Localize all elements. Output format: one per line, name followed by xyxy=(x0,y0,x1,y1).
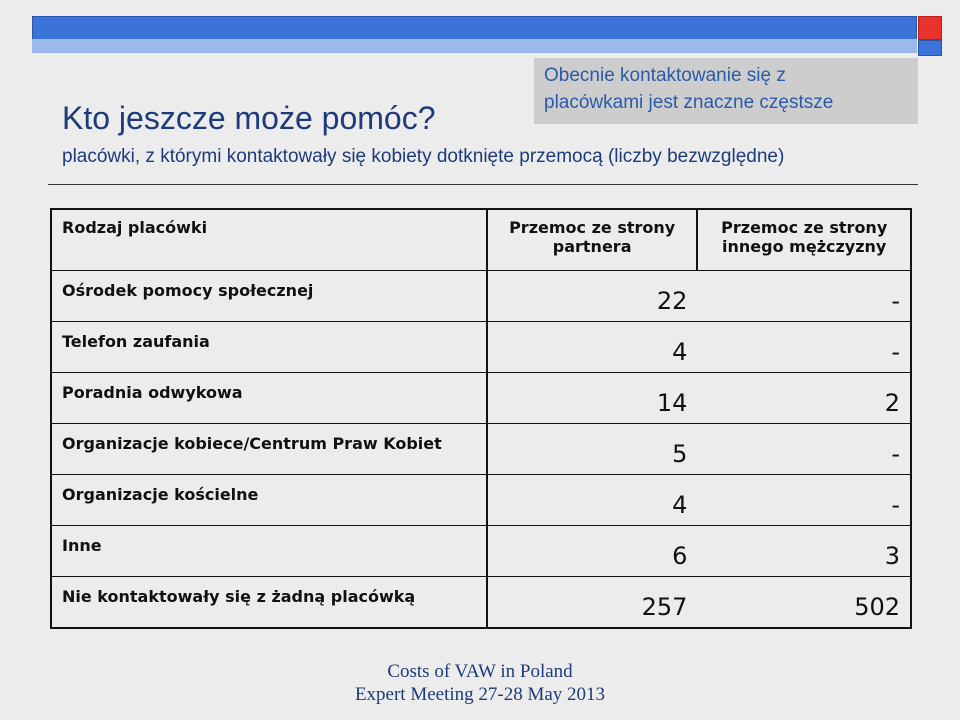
row-partner-value: 4 xyxy=(487,475,698,526)
header-partner-line2: partnera xyxy=(552,237,632,256)
row-label: Organizacje kościelne xyxy=(51,475,487,526)
slide-subtitle: placówki, z którymi kontaktowały się kobiety dotknięte przemocą (liczby bezwzględne) xyxy=(62,146,785,167)
callout-line-2: placówkami jest znaczne częstsze xyxy=(544,92,834,113)
row-partner-value: 257 xyxy=(487,577,698,628)
row-partner-value: 4 xyxy=(487,322,698,373)
row-other-value: - xyxy=(697,271,911,322)
row-label: Ośrodek pomocy społecznej xyxy=(51,271,487,322)
header-facility-type: Rodzaj placówki xyxy=(51,209,487,271)
row-label: Poradnia odwykowa xyxy=(51,373,487,424)
header-bar xyxy=(32,16,917,40)
blue-square-decoration xyxy=(918,40,942,56)
row-label: Telefon zaufania xyxy=(51,322,487,373)
table-row xyxy=(51,475,911,526)
header-partner-line1: Przemoc ze strony xyxy=(509,218,676,237)
table-row xyxy=(51,577,911,628)
data-table xyxy=(50,208,912,629)
row-partner-value: 14 xyxy=(487,373,698,424)
header-bar-shadow xyxy=(32,39,917,53)
callout-line-1: Obecnie kontaktowanie się z xyxy=(544,65,786,86)
callout-box xyxy=(534,58,918,124)
table-row xyxy=(51,373,911,424)
row-other-value: - xyxy=(697,475,911,526)
header-partner-violence xyxy=(487,209,698,271)
row-other-value: 502 xyxy=(697,577,911,628)
footer-line-1: Costs of VAW in Poland xyxy=(387,661,573,682)
row-partner-value: 22 xyxy=(487,271,698,322)
table-row xyxy=(51,526,911,577)
header-other-line2: innego mężczyzny xyxy=(722,237,887,256)
header-other-man-violence xyxy=(697,209,911,271)
table-header-row xyxy=(51,209,911,271)
header-other-line1: Przemoc ze strony xyxy=(721,218,888,237)
row-other-value: 2 xyxy=(697,373,911,424)
row-label: Inne xyxy=(51,526,487,577)
table-row xyxy=(51,424,911,475)
row-partner-value: 5 xyxy=(487,424,698,475)
table-row xyxy=(51,271,911,322)
row-other-value: - xyxy=(697,424,911,475)
table-row xyxy=(51,322,911,373)
red-square-decoration xyxy=(918,16,942,40)
row-label: Organizacje kobiece/Centrum Praw Kobiet xyxy=(51,424,487,475)
slide-title: Kto jeszcze może pomóc? xyxy=(62,100,436,136)
row-other-value: 3 xyxy=(697,526,911,577)
footer-line-2: Expert Meeting 27-28 May 2013 xyxy=(354,684,606,705)
row-partner-value: 6 xyxy=(487,526,698,577)
row-label: Nie kontaktowały się z żadną placówką xyxy=(51,577,487,628)
divider xyxy=(48,184,918,185)
row-other-value: - xyxy=(697,322,911,373)
